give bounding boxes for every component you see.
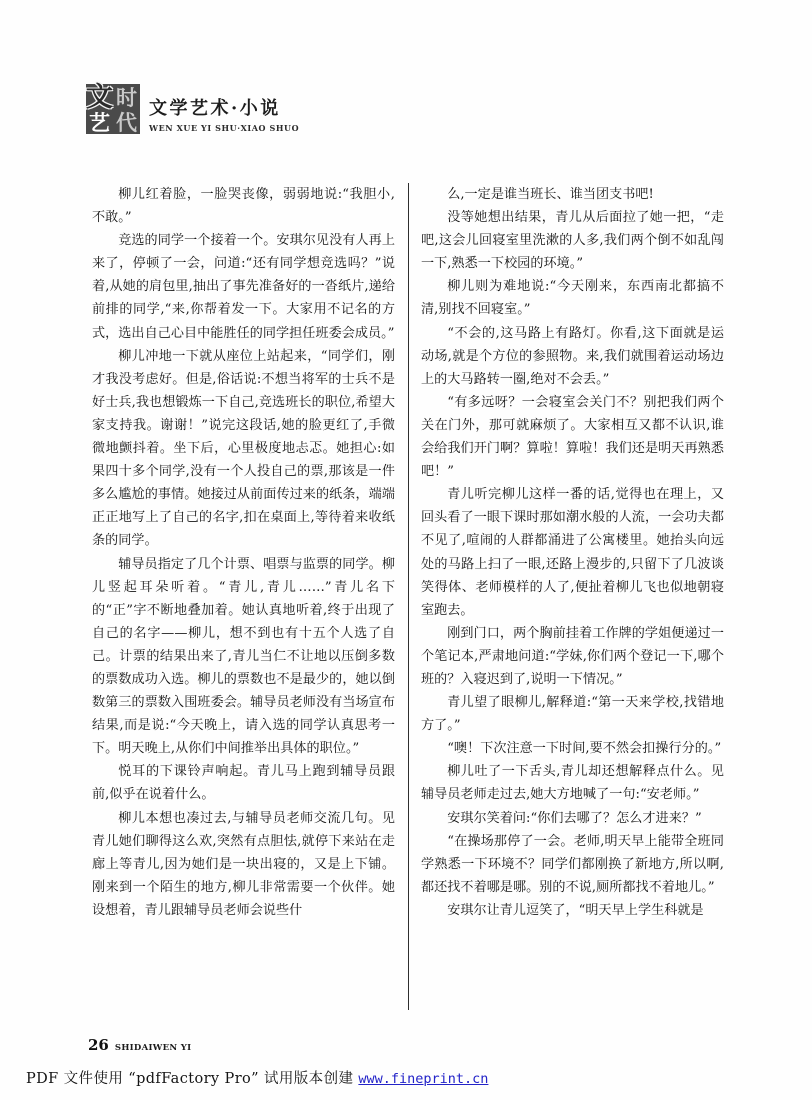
paragraph: “不会的,这马路上有路灯。你看,这下面就是运动场,就是个方位的参照物。来,我们就围着运动场边上的大马路转一圈,绝对不会丢。” bbox=[421, 325, 724, 387]
paragraph: 柳儿则为难地说:“今天刚来，东西南北都搞不清,别找不回寝室。” bbox=[421, 279, 724, 318]
page-number: 26 bbox=[88, 1036, 109, 1054]
paragraph: “在操场那停了一会。老师,明天早上能带全班同学熟悉一下环境不？同学们都刚换了新地方,所以啊,都还找不着哪是哪。别的不说,厕所都找不着地儿。” bbox=[421, 833, 724, 895]
journal-logo-mark bbox=[86, 84, 140, 134]
logo-char-dai: 代 bbox=[116, 110, 137, 135]
paragraph: 青儿听完柳儿这样一番的话,觉得也在理上，又回头看了一眼下课时那如潮水般的人流，一会功夫都不见了,喧闹的人群都涌进了公寓楼里。她抬头向远处的马路上扫了一眼,还路上漫步的,只留下了几波谈笑得体、老师模样的人了,便扯着柳儿飞也似地朝寝室跑去。 bbox=[421, 487, 724, 618]
column-divider-rule bbox=[408, 183, 409, 1010]
column-left bbox=[92, 183, 395, 1018]
pdf-trial-watermark bbox=[26, 1067, 488, 1088]
paragraph: 安琪尔让青儿逗笑了，“明天早上学生科就是 bbox=[447, 902, 704, 918]
masthead-text bbox=[149, 99, 299, 134]
paragraph: 柳儿吐了一下舌头,青儿却还想解释点什么。见辅导员老师走过去,她大方地喊了一句:“安老师。” bbox=[421, 764, 724, 803]
logo-char-shi: 时 bbox=[116, 85, 137, 110]
section-title: 文学艺术·小说 bbox=[149, 98, 281, 120]
paragraph: 安琪尔笑着问:“你们去哪了？怎么才进来？” bbox=[447, 810, 702, 826]
paragraph: 悦耳的下课铃声响起。青儿马上跑到辅导员跟前,似乎在说着什么。 bbox=[92, 764, 395, 803]
paragraph: 刚到门口，两个胸前挂着工作牌的学姐便递过一个笔记本,严肃地问道:“学妹,你们两个登记一下,哪个班的？入寝迟到了,说明一下情况。” bbox=[421, 625, 724, 687]
section-title-pinyin: WEN XUE YI SHU·XIAO SHUO bbox=[149, 123, 300, 133]
column-right bbox=[421, 183, 724, 1018]
article-body bbox=[92, 183, 724, 1018]
masthead bbox=[86, 84, 299, 134]
paragraph: 青儿望了眼柳儿,解释道:“第一天来学校,找错地方了。” bbox=[421, 695, 724, 734]
paragraph: 么,一定是谁当班长、谁当团支书吧! bbox=[447, 187, 654, 202]
paragraph: 柳儿红着脸，一脸哭丧像，弱弱地说:“我胆小,不敢。” bbox=[92, 187, 395, 226]
logo-char-yi: 艺 bbox=[89, 110, 110, 135]
paragraph: 辅导员指定了几个计票、唱票与监票的同学。柳儿竖起耳朵听着。“青儿,青儿……”青儿名下的“正”字不断地叠加着。她认真地听着,终于出现了自己的名字——柳儿，想不到也有十五个人选了自己。计票的结果出来了,青儿当仁不让地以压倒多数的票数成功入选。柳儿的票数也不是最少的，她以倒数第三的票数入围班委会。辅导员老师没有当场宣布结果,而是说:“今天晚上，请入选的同学认真思考一下。明天晚上,从你们中间推举出具体的职位。” bbox=[92, 556, 395, 757]
paragraph: “噢！下次注意一下时间,要不然会扣操行分的。” bbox=[447, 741, 722, 757]
pdf-watermark-text: PDF 文件使用 “pdfFactory Pro” 试用版本创建 bbox=[26, 1071, 359, 1087]
paragraph: 竞选的同学一个接着一个。安琪尔见没有人再上来了，停顿了一会，问道:“还有同学想竞选吗？”说着,从她的肩包里,抽出了事先准备好的一沓纸片,递给前排的同学,“来,你帮着发一下。大家用不记名的方式，选出自己心目中能胜任的同学担任班委会成员。” bbox=[92, 233, 395, 341]
logo-char-wen: 文 bbox=[86, 82, 113, 113]
paragraph: 柳儿冲地一下就从座位上站起来，“同学们，刚才我没考虑好。但是,俗话说:不想当将军的士兵不是好士兵,我也想锻炼一下自己,竞选班长的职位,希望大家支持我。谢谢！”说完这段话,她的脸更红了,手微微地颤抖着。坐下后，心里极度地忐忑。她担心:如果四十多个同学,没有一个人投自己的票,那该是一件多么尴尬的事情。她接过从前面传过来的纸条，端端正正地写上了自己的名字,扣在桌面上,等待着来收纸条的同学。 bbox=[92, 348, 395, 549]
pdf-watermark-link[interactable]: www.fineprint.cn bbox=[358, 1071, 489, 1087]
folio bbox=[88, 1036, 191, 1054]
column-gutter bbox=[395, 183, 421, 1018]
paragraph: 没等她想出结果，青儿从后面拉了她一把，“走吧,这会儿回寝室里洗漱的人多,我们两个倒不如乱闯一下,熟悉一下校园的环境。” bbox=[421, 210, 724, 272]
paragraph: “有多远呀？一会寝室会关门不？别把我们两个关在门外，那可就麻烦了。大家相互又都不认识,谁会给我们开门啊？算啦！算啦！我们还是明天再熟悉吧！” bbox=[421, 394, 724, 480]
paragraph: 柳儿本想也凑过去,与辅导员老师交流几句。见青儿她们聊得这么欢,突然有点胆怯,就停下来站在走廊上等青儿,因为她们是一块出寝的，又是上下铺。刚来到一个陌生的地方,柳儿非常需要一个伙伴。她设想着，青儿跟辅导员老师会说些什 bbox=[92, 810, 395, 918]
journal-running-head: SHIDAIWEN YI bbox=[114, 1043, 192, 1053]
